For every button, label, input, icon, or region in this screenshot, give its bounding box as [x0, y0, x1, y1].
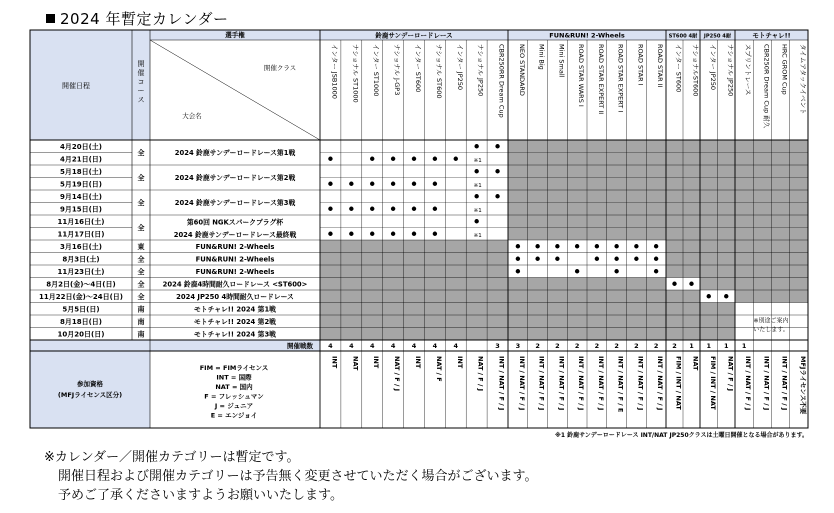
- note-marker: ※1: [473, 232, 482, 239]
- count-value: 4: [369, 342, 375, 350]
- class-label: ナショナル ST600: [434, 44, 443, 99]
- entry-dot: [391, 182, 395, 186]
- entry-dot: [412, 182, 416, 186]
- group-header-2: ST600 4耐: [668, 33, 698, 40]
- event-date: 8月3日(土): [62, 255, 100, 264]
- event-course: 全: [137, 292, 145, 301]
- entry-dot: [634, 257, 638, 261]
- count-value: 1: [706, 342, 712, 350]
- entry-dot: [555, 244, 559, 248]
- qual-value: NAT / F / J: [393, 356, 402, 392]
- entry-dot: [474, 194, 478, 198]
- entry-dot: [474, 169, 478, 173]
- header-course-char: ー: [137, 87, 145, 95]
- entry-dot: [433, 182, 437, 186]
- count-value: 4: [411, 342, 417, 350]
- qual-value: INT / NAT / F / J: [744, 356, 753, 411]
- entry-dot: [370, 157, 374, 161]
- event-name: モトチャレ!! 2024 第1戦: [194, 305, 276, 314]
- event-name: 2024 JP250 4時間耐久ロードレース: [176, 292, 294, 301]
- entry-dot: [328, 182, 332, 186]
- class-label: インター ST600: [414, 44, 422, 93]
- header-rider-label: 選手権: [225, 31, 245, 39]
- qual-legend: F = フレッシュマン: [204, 392, 264, 401]
- group-header-3: JP250 4耐: [703, 33, 732, 40]
- qual-legend: E = エンジョイ: [210, 411, 258, 420]
- event-date: 4月20日(土): [59, 142, 103, 151]
- footnote: ※1 鈴鹿サンデーロードレース INT/NAT JP250クラスは土曜日開催となる場合があります。: [554, 432, 808, 439]
- class-label: ナショナル ST1000: [351, 44, 360, 103]
- class-label: ROAD STAR EXPERT II: [596, 44, 605, 115]
- header-event-label: 大会名: [182, 112, 202, 120]
- qual-value: INT / NAT / F / J: [557, 356, 566, 411]
- count-value: 2: [653, 342, 659, 350]
- class-label: ROAD STAR II: [656, 44, 665, 88]
- entry-dot: [474, 219, 478, 223]
- event-course: 東: [137, 242, 145, 251]
- class-label: NEO STANDARD: [517, 44, 526, 96]
- class-label: CBR250RR Dream Cup: [497, 44, 506, 118]
- header-date-text: 開催日程: [62, 82, 90, 90]
- qual-value: INT: [330, 356, 339, 369]
- entry-dot: [391, 232, 395, 236]
- note-line-3: 予めご了承くださいますようお願いいたします。: [58, 488, 343, 503]
- event-date: 5月18日(土): [59, 167, 103, 176]
- class-label: スプリントレース: [744, 44, 753, 96]
- event-course: 南: [137, 305, 145, 314]
- count-value: 1: [723, 342, 729, 350]
- event-date: 5月5日(日): [62, 305, 100, 314]
- entry-dot: [433, 157, 437, 161]
- entry-dot: [634, 244, 638, 248]
- entry-dot: [516, 244, 520, 248]
- group-header-0: 鈴鹿サンデーロードレース: [375, 31, 453, 40]
- qual-value: INT / NAT / F / J: [577, 356, 586, 411]
- header-course-char: 開: [137, 60, 145, 68]
- count-value: 1: [689, 342, 694, 350]
- count-header-bg: [30, 340, 320, 351]
- entry-dot: [689, 282, 693, 286]
- qual-value: NAT / F: [434, 356, 443, 382]
- class-label: CBR250R Dream Cup 耐久: [762, 44, 771, 129]
- entry-dot: [654, 269, 658, 273]
- class-label: インター JSB1000: [330, 44, 339, 99]
- entry-dot: [328, 157, 332, 161]
- entry-dot: [672, 282, 676, 286]
- qual-value: INT / NAT / F / J: [497, 356, 506, 411]
- class-label: ナショナル JP250: [476, 44, 485, 97]
- entry-dot: [412, 157, 416, 161]
- entry-dot: [370, 182, 374, 186]
- event-course: 全: [137, 255, 145, 264]
- header-course-char: コ: [137, 78, 145, 86]
- qual-value: INT / NAT / F / J: [517, 356, 526, 411]
- class-label: Mini Big: [537, 44, 546, 70]
- entry-dot: [328, 232, 332, 236]
- qual-value: MFJライセンス不要: [798, 356, 807, 415]
- entry-dot: [575, 269, 579, 273]
- qual-header-bg: [30, 351, 150, 428]
- entry-dot: [707, 294, 711, 298]
- class-label: インター JP250: [708, 44, 717, 91]
- entry-dot: [614, 257, 618, 261]
- qual-value: INT / NAT / F / J: [656, 356, 665, 411]
- count-value: 4: [349, 342, 354, 350]
- entry-dot: [433, 232, 437, 236]
- count-value: 4: [432, 342, 438, 350]
- entry-dot: [516, 257, 520, 261]
- class-label: インター JP250: [455, 44, 464, 91]
- page-title: 2024 年暫定カレンダー: [46, 8, 228, 29]
- entry-dot: [349, 207, 353, 211]
- class-label: ROAD STAR WARS I: [577, 44, 586, 107]
- entry-dot: [391, 157, 395, 161]
- event-course: 全: [137, 199, 145, 207]
- entry-dot: [328, 207, 332, 211]
- class-label: ナショナルST600: [691, 44, 700, 97]
- entry-dot: [654, 257, 658, 261]
- entry-dot: [349, 182, 353, 186]
- event-date: 9月15日(日): [59, 205, 103, 214]
- moto-note: ※別途ご案内: [753, 317, 789, 325]
- entry-dot: [724, 294, 728, 298]
- event-date: 11月16日(土): [57, 217, 105, 226]
- qual-value: NAT: [351, 356, 360, 371]
- count-value: 2: [535, 342, 540, 350]
- event-date: 11月22日(金)～24日(日): [38, 292, 124, 301]
- qual-value: INT: [455, 356, 464, 369]
- entry-dot: [454, 157, 458, 161]
- event-course: 全: [137, 224, 145, 232]
- event-course: 全: [137, 174, 145, 182]
- event-name: FUN&RUN! 2-Wheels: [195, 255, 275, 264]
- entry-dot: [614, 269, 618, 273]
- entry-dot: [495, 169, 499, 173]
- event-date: 11月17日(日): [57, 230, 105, 239]
- entry-dot: [349, 232, 353, 236]
- count-value: 2: [555, 342, 560, 350]
- entry-dot: [391, 207, 395, 211]
- qual-value: INT / NAT / F / J: [636, 356, 645, 411]
- count-value: 2: [574, 342, 580, 350]
- entry-dot: [370, 207, 374, 211]
- note-marker: ※1: [473, 157, 482, 164]
- qual-label: (MFJライセンス区分): [57, 391, 123, 399]
- event-date: 8月18日(日): [59, 317, 103, 326]
- class-label: ナショナル J-GP3: [393, 44, 402, 96]
- event-name: 2024 鈴鹿サンデーロードレース最終戦: [173, 231, 297, 239]
- class-label: Mini Small: [557, 44, 566, 78]
- entry-dot: [370, 232, 374, 236]
- entry-dot: [495, 144, 499, 148]
- qual-value: FIM / INT / NAT: [674, 356, 683, 410]
- group-header-4: モトチャレ!!: [752, 31, 791, 40]
- entry-dot: [595, 257, 599, 261]
- entry-dot: [575, 244, 579, 248]
- event-name: 第60回 NGKスパークプラグ杯: [186, 218, 284, 227]
- qual-value: NAT / F / J: [476, 356, 485, 392]
- entry-dot: [412, 232, 416, 236]
- note-line-2: 開催日程および開催カテゴリーは予告無く変更させていただく場合がございます。: [58, 469, 538, 484]
- event-name: モトチャレ!! 2024 第2戦: [194, 317, 276, 326]
- count-value: 2: [614, 342, 619, 350]
- qual-value: NAT / F / J: [726, 356, 735, 392]
- class-label: インター ST600: [674, 44, 683, 93]
- event-name: FUN&RUN! 2-Wheels: [195, 267, 275, 276]
- event-name: FUN&RUN! 2-Wheels: [195, 242, 275, 251]
- header-course-char: 催: [137, 69, 145, 77]
- event-date: 9月14日(土): [59, 192, 103, 201]
- qual-value: INT / NAT / F / J: [762, 356, 771, 411]
- count-value: 3: [515, 342, 521, 350]
- event-course: 全: [137, 267, 145, 276]
- class-label: ナショナル JP250: [726, 44, 735, 97]
- event-date: 3月16日(土): [59, 242, 103, 251]
- event-date: 11月23日(土): [57, 267, 105, 276]
- event-name: 2024 鈴鹿サンデーロードレース第3戦: [174, 199, 296, 207]
- note-line-1: ※カレンダー／開催カテゴリーは暫定です。: [44, 450, 300, 465]
- class-label: ROAD STAR I: [636, 44, 645, 86]
- class-label: タイムアタックイベント: [798, 44, 807, 115]
- entry-dot: [474, 144, 478, 148]
- event-name: 2024 鈴鹿サンデーロードレース第2戦: [174, 174, 296, 182]
- count-value: 4: [453, 342, 459, 350]
- count-value: 2: [672, 342, 677, 350]
- count-value: 4: [390, 342, 396, 350]
- notes: [44, 448, 537, 505]
- entry-dot: [595, 244, 599, 248]
- header-diagonal: [150, 40, 320, 140]
- event-course: 南: [137, 330, 145, 339]
- count-value: 2: [594, 342, 600, 350]
- count-value: 3: [495, 342, 500, 350]
- event-name: 2024 鈴鹿4時間耐久ロードレース <ST600>: [162, 280, 308, 289]
- event-name: モトチャレ!! 2024 第3戦: [194, 330, 276, 339]
- counts-label: 開催戦数: [287, 342, 313, 350]
- event-course: 全: [137, 149, 145, 157]
- qual-label: 参加資格: [77, 380, 103, 388]
- event-course: 全: [137, 280, 145, 289]
- class-label: HRC GROM Cup: [780, 44, 789, 95]
- event-name: 2024 鈴鹿サンデーロードレース第1戦: [174, 149, 296, 157]
- count-value: 1: [741, 342, 747, 350]
- event-date: 4月21日(日): [59, 155, 103, 164]
- qual-value: INT: [372, 356, 381, 369]
- entry-dot: [555, 257, 559, 261]
- entry-dot: [433, 207, 437, 211]
- qual-value: FIM / INT / NAT: [708, 356, 717, 410]
- class-label: インター ST1000: [372, 44, 381, 97]
- count-value: 4: [328, 342, 333, 350]
- qual-legend: FIM = FIMライセンス: [199, 364, 269, 372]
- entry-dot: [614, 244, 618, 248]
- qual-legend: INT = 国際: [216, 373, 252, 382]
- entry-dot: [495, 194, 499, 198]
- qual-value: INT / NAT / F / J: [537, 356, 546, 411]
- event-date: 5月19日(日): [59, 180, 103, 189]
- qual-value: INT / NAT / F / E: [616, 356, 625, 413]
- qual-legend: NAT = 国内: [215, 383, 253, 391]
- moto-note: いたします。: [753, 326, 789, 334]
- qual-value: NAT: [691, 356, 700, 371]
- group-header-1: FUN&RUN! 2-Wheels: [549, 31, 625, 40]
- entry-dot: [535, 257, 539, 261]
- note-marker: ※1: [473, 182, 482, 189]
- event-date: 10月20日(日): [57, 330, 105, 339]
- entry-dot: [654, 244, 658, 248]
- qual-value: INT: [414, 356, 422, 369]
- count-value: 2: [634, 342, 639, 350]
- qual-value: INT / NAT / F / J: [596, 356, 605, 411]
- qual-legend: J = ジュニア: [214, 402, 254, 410]
- class-label: ROAD STAR EXPERT I: [616, 44, 625, 113]
- qual-value: INT / NAT / F / J: [780, 356, 789, 411]
- header-class-label: 開催クラス: [263, 64, 297, 72]
- entry-dot: [412, 207, 416, 211]
- entry-dot: [535, 244, 539, 248]
- event-date: 8月2日(金)～4日(日): [46, 280, 116, 289]
- note-marker: ※1: [473, 207, 482, 214]
- entry-dot: [516, 269, 520, 273]
- header-course-char: ス: [137, 96, 145, 104]
- event-course: 南: [137, 317, 145, 326]
